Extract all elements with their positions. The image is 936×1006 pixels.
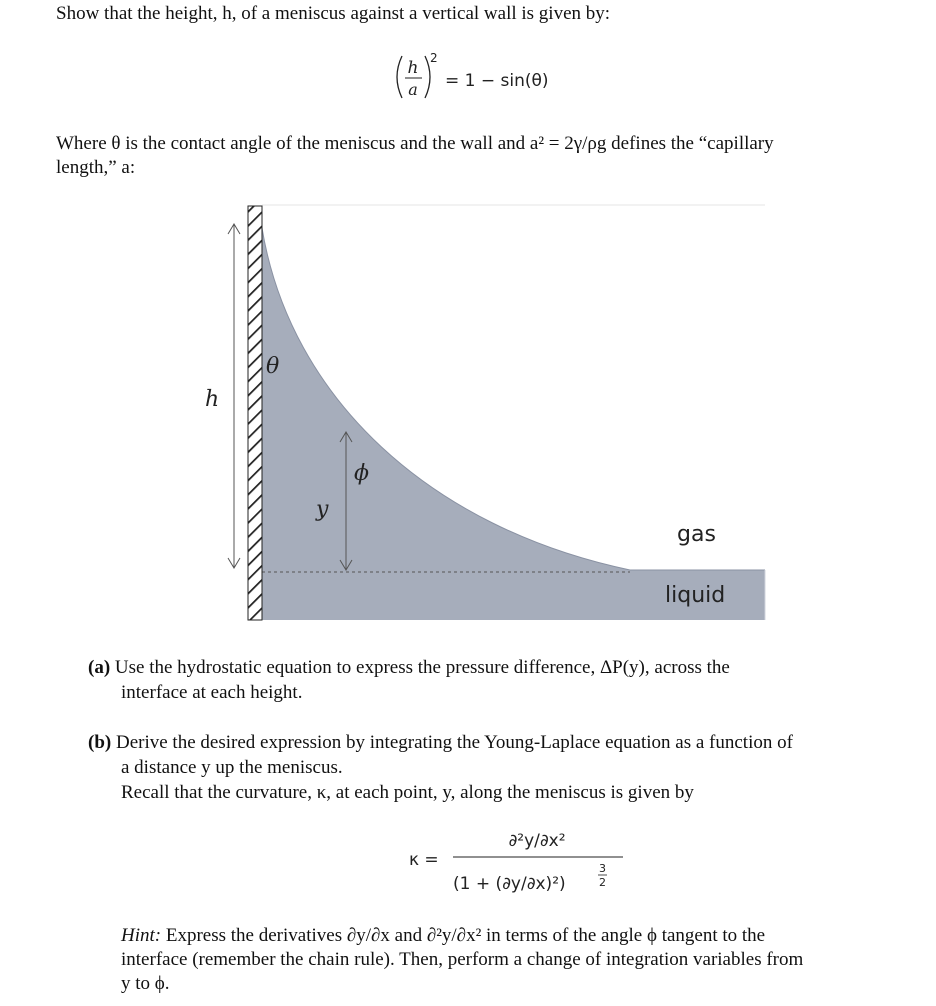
- part-b-text-2: a distance y up the meniscus.: [121, 757, 343, 778]
- hint-line-1: Express the derivatives ∂y/∂x and ∂²y/∂x² in terms of the angle ϕ tangent to the: [165, 925, 766, 946]
- part-b: [88, 730, 908, 805]
- curv-lhs: κ =: [409, 850, 439, 870]
- part-b-text: Derive the desired expression by integrating the Young-Laplace equation as a function of: [115, 732, 793, 753]
- part-a: [88, 655, 908, 705]
- label-theta: θ: [266, 354, 280, 379]
- part-b-text-3: Recall that the curvature, κ, at each point, y, along the meniscus is given by: [121, 782, 694, 803]
- eq-h: h: [407, 58, 419, 78]
- label-phi: ϕ: [354, 461, 369, 486]
- eq-exponent: 2: [430, 51, 438, 65]
- hint-label: Hint:: [121, 925, 162, 946]
- main-equation: [388, 48, 588, 108]
- label-y: y: [316, 497, 329, 522]
- definition-line-1: Where θ is the contact angle of the meniscus and the wall and a² = 2γ/ρg defines the “capillary: [56, 133, 774, 154]
- hint-line-3: y to ϕ.: [121, 973, 170, 994]
- part-b-label: (b): [88, 732, 112, 753]
- label-gas: gas: [677, 522, 716, 547]
- curv-exp-num: 3: [599, 862, 606, 875]
- part-a-text: Use the hydrostatic equation to express the pressure difference, ΔP(y), across the: [114, 657, 730, 678]
- main-equation-graphic: [388, 48, 588, 108]
- part-a-label: (a): [88, 657, 111, 678]
- definition-line-2: length,” a:: [56, 157, 136, 178]
- hint-paragraph: [121, 924, 921, 996]
- liquid-region: [262, 228, 765, 620]
- label-liquid: liquid: [665, 583, 726, 608]
- meniscus-figure: [190, 198, 780, 628]
- eq-a: a: [408, 80, 418, 99]
- definition-paragraph: [56, 132, 906, 180]
- intro-text: Show that the height, h, of a meniscus against a vertical wall is given by:: [56, 3, 611, 24]
- curv-numerator: ∂²y/∂x²: [508, 831, 566, 851]
- part-a-text-2: interface at each height.: [121, 682, 303, 703]
- label-h: h: [205, 387, 220, 412]
- curvature-equation: [405, 822, 635, 900]
- vertical-wall: [248, 206, 262, 620]
- hint-line-2: interface (remember the chain rule). Then, perform a change of integration variables from: [121, 949, 804, 970]
- curv-exp-den: 2: [599, 876, 606, 889]
- curv-denominator: (1 + (∂y/∂x)²): [453, 874, 566, 894]
- eq-rhs: = 1 − sin(θ): [445, 71, 549, 91]
